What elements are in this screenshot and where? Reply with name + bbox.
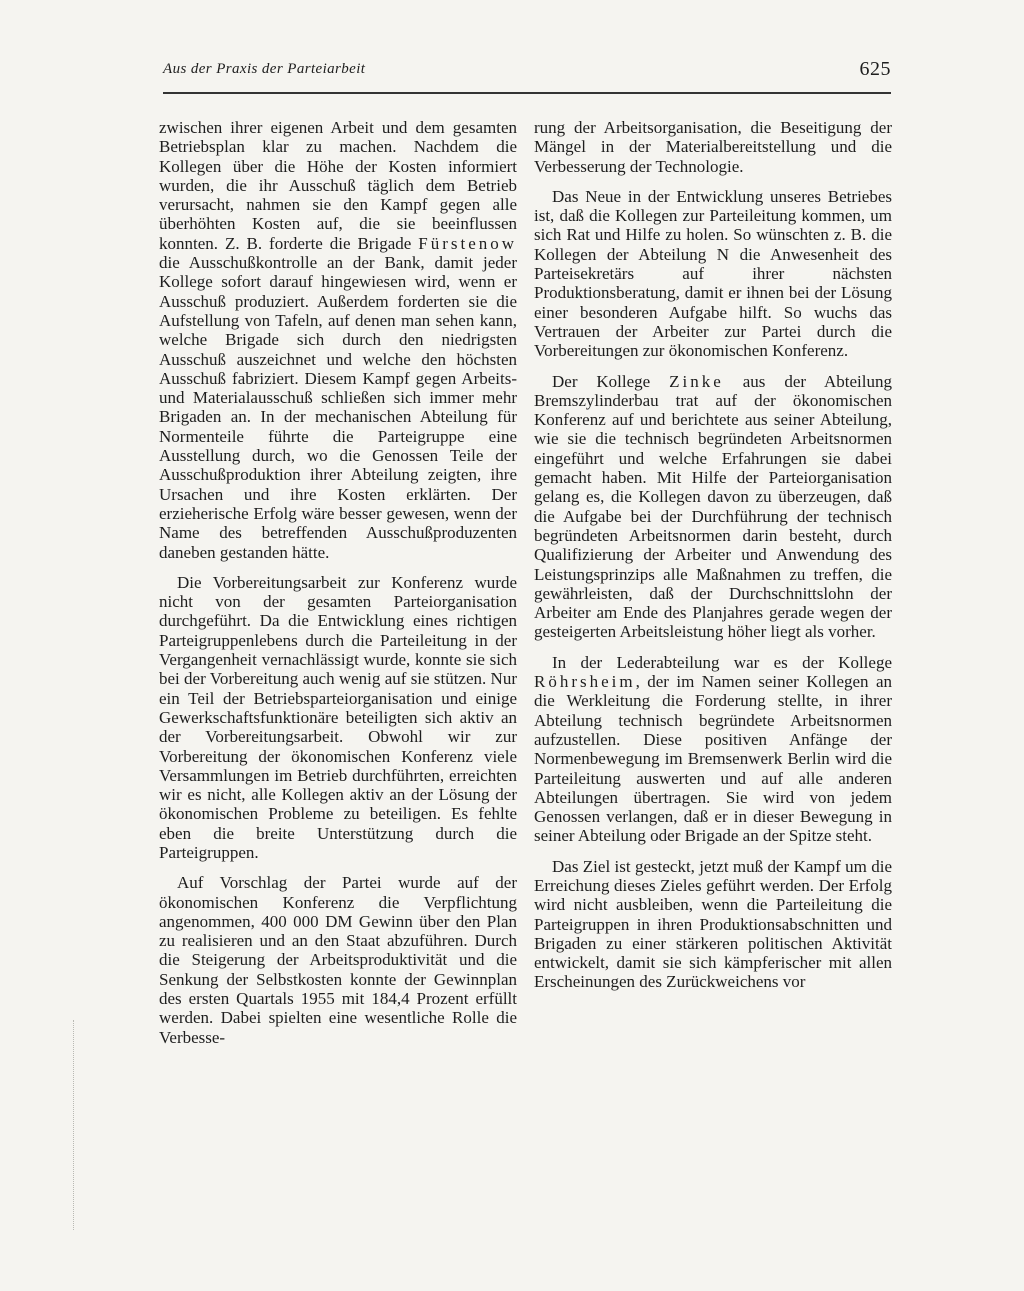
paragraph-text: zwischen ihrer eigenen Arbeit und dem gesamten Betriebsplan klar zu machen. Nachdem die Kollegen über die Höhe der Kosten informiert wurden, die ihr Ausschuß täglich dem Betrieb verursacht, nahmen sie den Kampf gegen alle überhöhten Kosten auf, die sie beeinflussen konnten. Z. B. forderte die Brigade (159, 118, 517, 253)
paragraph (534, 372, 892, 642)
left-column (159, 118, 517, 1058)
page-header (163, 58, 891, 94)
paragraph: Das Neue in der Entwicklung unseres Betriebes ist, daß die Kollegen zur Parteileitung kommen, um sich Rat und Hilfe zu holen. So wünschten z. B. die Kollegen der Abteilung N die Anwesenheit des Parteisekretärs auf ihrer nächsten Produktionsberatung, damit er ihnen bei der Lösung einer besonderen Aufgabe hilft. So wuchs das Vertrauen der Arbeiter zur Partei durch die Vorbereitungen zur ökonomischen Konferenz. (534, 186, 892, 361)
paragraph-text: aus der Abteilung Bremszylinderbau trat auf der ökonomischen Konferenz auf und berichtete aus seiner Abteilung, wie sie die technisch begründeten Arbeitsnormen eingeführt und welche Erfahrungen sie dabei gemacht haben. Mit Hilfe der Parteiorganisation gelang es, die Kollegen davon zu überzeugen, daß die Aufgabe bei der Durchführung der technisch begründeten Arbeitsnormen darin besteht, durch Qualifizierung der Arbeiter und Anwendung des Leistungsprinzips alle Maßnahmen zu treffen, die gewährleisten, daß der Durchschnittslohn der Arbeiter am Ende des Planjahres gerade wegen der gesteigerten Arbeitsleistung höher liegt als vorher. (534, 371, 892, 642)
paragraph: Auf Vorschlag der Partei wurde auf der ökonomischen Konferenz die Verpflichtung angenommen, 400 000 DM Gewinn über den Plan zu realisieren und an den Staat abzuführen. Durch die Steigerung der Arbeitsproduktivität und die Senkung der Selbstkosten konnte der Gewinnplan des ersten Quartals 1955 mit 184,4 Prozent erfüllt werden. Dabei spielten eine wesentliche Rolle die Verbesse- (159, 873, 517, 1047)
person-name: Röhrsheim (534, 672, 636, 692)
paragraph-text: die Ausschußkontrolle an der Bank, damit jeder Kollege sofort darauf hingewiesen wird, wenn er Ausschuß produziert. Außerdem forderten sie die Aufstellung von Tafeln, auf denen man sehen kann, welche Brigade sich durch den niedrigsten Ausschuß auszeichnet und welche den höchsten Ausschuß fabriziert. Diesem Kampf gegen Arbeits- und Materialausschuß schließen sich immer mehr Brigaden an. In der mechanischen Abteilung für Normenteile führte die Parteigruppe eine Ausstellung durch, wo die Genossen Teile der Ausschußproduktion ihrer Abteilung zeigten, ihre Ursachen und ihre Kosten erklärten. Der erzieherische Erfolg wäre besser gewesen, wenn der Name des betreffenden Ausschußproduzenten daneben gestanden hätte. (159, 253, 517, 562)
paragraph (534, 653, 892, 846)
paragraph-text: In der Lederabteilung war es der Kollege (552, 652, 892, 672)
paragraph: Die Vorbereitungsarbeit zur Konferenz wurde nicht von der gesamten Parteiorganisation durchgeführt. Da die Entwicklung eines richtigen Parteigruppenlebens durch die Parteileitung in der Vergangenheit vernachlässigt wurde, konnte sie sich bei der Vorbereitung auch wenig auf sie stützen. Nur ein Teil der Betriebsparteiorganisation und einige Gewerkschaftsfunktionäre beteiligten sich aktiv an der Vorbereitungsarbeit. Obwohl wir zur Vorbereitung der ökonomischen Konferenz viele Versammlungen im Betrieb durchführten, erreichten wir es nicht, alle Kollegen aktiv an der Lösung der ökonomischen Probleme zu beteiligen. Es fehlte eben die breite Unterstützung durch die Parteigruppen. (159, 572, 517, 862)
running-head: Aus der Praxis der Parteiarbeit (163, 61, 366, 77)
person-name: Fürstenow (418, 233, 518, 253)
paragraph: rung der Arbeitsorganisation, die Beseitigung der Mängel in der Materialbereitstellung und die Verbesserung der Technologie. (534, 118, 892, 176)
margin-mark (73, 1020, 75, 1230)
person-name: Zinke (669, 371, 724, 391)
paragraph (159, 118, 517, 562)
paragraph-text: , der im Namen seiner Kollegen an die Werkleitung die Forderung stellte, in ihrer Abteilung technisch begründete Arbeitsnormen aufzustellen. Diese positiven Anfänge der Normenbewegung im Bremsenwerk Berlin wird die Parteileitung auswerten und auf alle anderen Abteilungen übertragen. Sie wird von jedem Genossen verlangen, daß er in dieser Bewegung in seiner Abteilung oder Brigade an der Spitze steht. (534, 672, 892, 846)
paragraph: Das Ziel ist gesteckt, jetzt muß der Kampf um die Erreichung dieses Zieles geführt werden. Der Erfolg wird nicht ausbleiben, wenn die Parteileitung die Parteigruppen in ihren Produktionsabschnitten und Brigaden zu einer stärkeren politischen Aktivität entwickelt, damit sie sich kämpferischer mit allen Erscheinungen des Zurückweichens vor (534, 856, 892, 992)
page-number: 625 (859, 58, 891, 80)
right-column (534, 118, 892, 1003)
paragraph-text: Der Kollege (552, 371, 651, 391)
